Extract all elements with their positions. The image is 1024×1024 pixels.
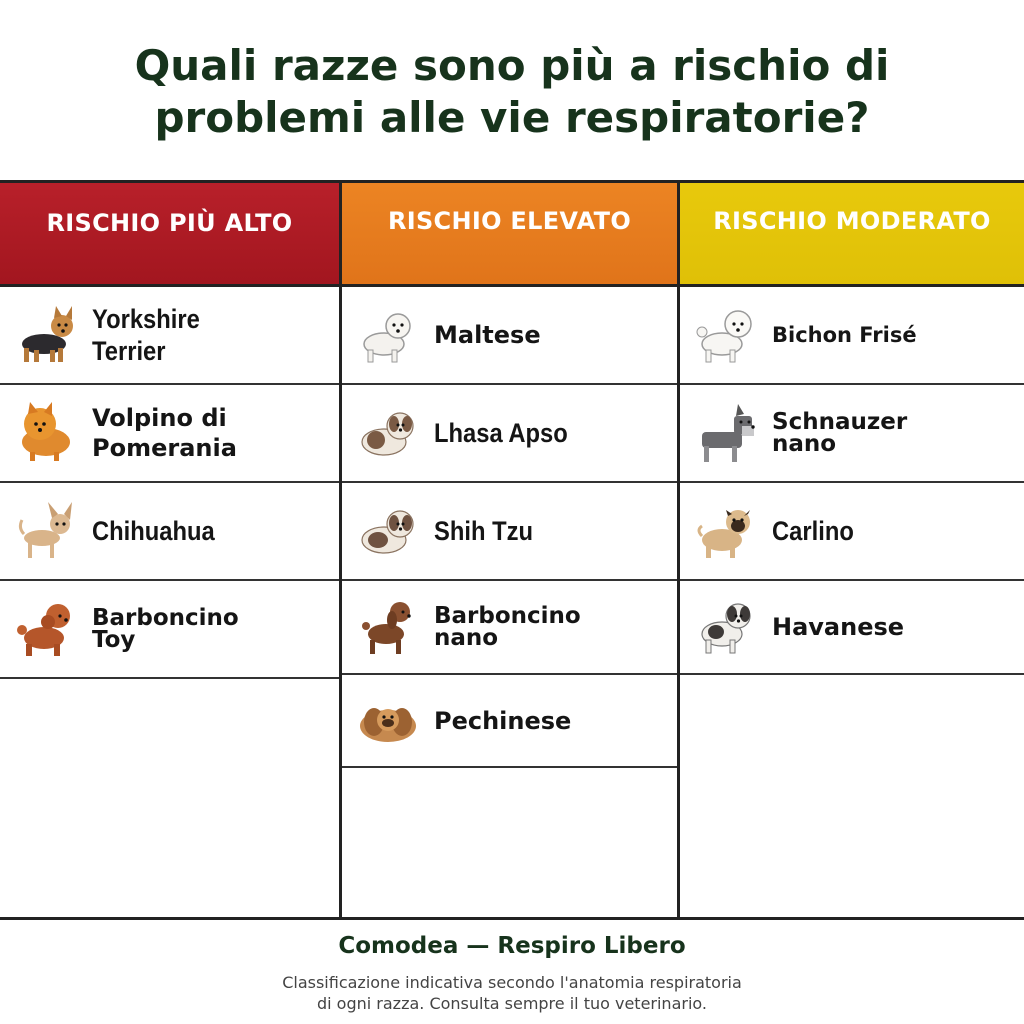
breed-row-lhasa-apso <box>342 385 677 483</box>
breed-row-chihuahua <box>0 483 339 581</box>
breed-name-line-1: Maltese <box>434 321 541 349</box>
chihuahua-icon <box>14 498 80 564</box>
pekingese-icon <box>356 688 422 754</box>
footer-note <box>212 972 812 1014</box>
toy-poodle-icon <box>14 596 80 662</box>
breed-name-line-2: Pomerania <box>92 434 237 462</box>
breed-name-line-2: Terrier <box>92 336 166 366</box>
footer-brand: Comodea — Respiro Libero <box>338 933 686 959</box>
breed-row-miniature-poodle <box>342 581 677 675</box>
breed-name-line-1: Chihuahua <box>92 516 215 546</box>
breed-row-maltese <box>342 287 677 385</box>
miniature-poodle-icon <box>356 594 422 660</box>
column-high-risk <box>342 183 680 917</box>
breed-name-line-1: Lhasa Apso <box>434 418 568 448</box>
breed-row-yorkshire-terrier <box>0 287 339 385</box>
breed-name-line-2: nano <box>772 431 837 457</box>
maltese-icon <box>356 302 422 368</box>
breed-name-line-1: Pechinese <box>434 706 572 735</box>
breed-row-shih-tzu <box>342 483 677 581</box>
bichon-frise-icon <box>694 302 760 368</box>
yorkshire-terrier-icon <box>14 302 80 368</box>
lhasa-apso-icon <box>356 400 422 466</box>
column-header-high-risk: RISCHIO ELEVATO <box>342 183 677 287</box>
column-header-moderate-risk: RISCHIO MODERATO <box>680 183 1024 287</box>
title-line-2: problemi alle vie respiratorie? <box>154 93 870 142</box>
pomeranian-icon <box>14 400 80 466</box>
havanese-icon <box>694 594 760 660</box>
breed-name-line-1: Barboncino <box>92 605 239 631</box>
shih-tzu-icon <box>356 498 422 564</box>
breed-name-line-1: Havanese <box>772 613 905 641</box>
title-line-1: Quali razze sono più a rischio di <box>134 41 890 90</box>
breed-name-line-1: Volpino di <box>92 404 227 432</box>
footer-note-line-2: di ogni razza. Consulta sempre il tuo veterinario. <box>316 994 707 1013</box>
breed-row-pekingese <box>342 675 677 768</box>
breed-row-miniature-schnauzer <box>680 385 1024 483</box>
breed-name-line-2: nano <box>434 625 499 651</box>
breed-row-havanese <box>680 581 1024 675</box>
column-highest-risk <box>0 183 342 917</box>
breed-row-pug <box>680 483 1024 581</box>
breed-row-bichon-frise <box>680 287 1024 385</box>
breed-risk-table <box>0 180 1024 920</box>
breed-name-line-2: Toy <box>92 627 136 653</box>
column-header-highest-risk: RISCHIO PIÙ ALTO <box>0 183 339 287</box>
pug-icon <box>694 498 760 564</box>
column-moderate-risk <box>680 183 1024 917</box>
breed-name-line-1: Carlino <box>772 516 854 546</box>
breed-name-line-1: Barboncino <box>434 603 581 629</box>
footer-note-line-1: Classificazione indicativa secondo l'anatomia respiratoria <box>282 973 742 992</box>
page-title <box>0 40 1024 144</box>
breed-name-line-1: Yorkshire <box>92 304 200 334</box>
breed-name-line-1: Bichon Frisé <box>772 323 917 347</box>
breed-row-toy-poodle <box>0 581 339 679</box>
breed-name-line-1: Schnauzer <box>772 409 908 435</box>
miniature-schnauzer-icon <box>694 400 760 466</box>
breed-row-pomeranian <box>0 385 339 483</box>
breed-name-line-1: Shih Tzu <box>434 516 533 546</box>
